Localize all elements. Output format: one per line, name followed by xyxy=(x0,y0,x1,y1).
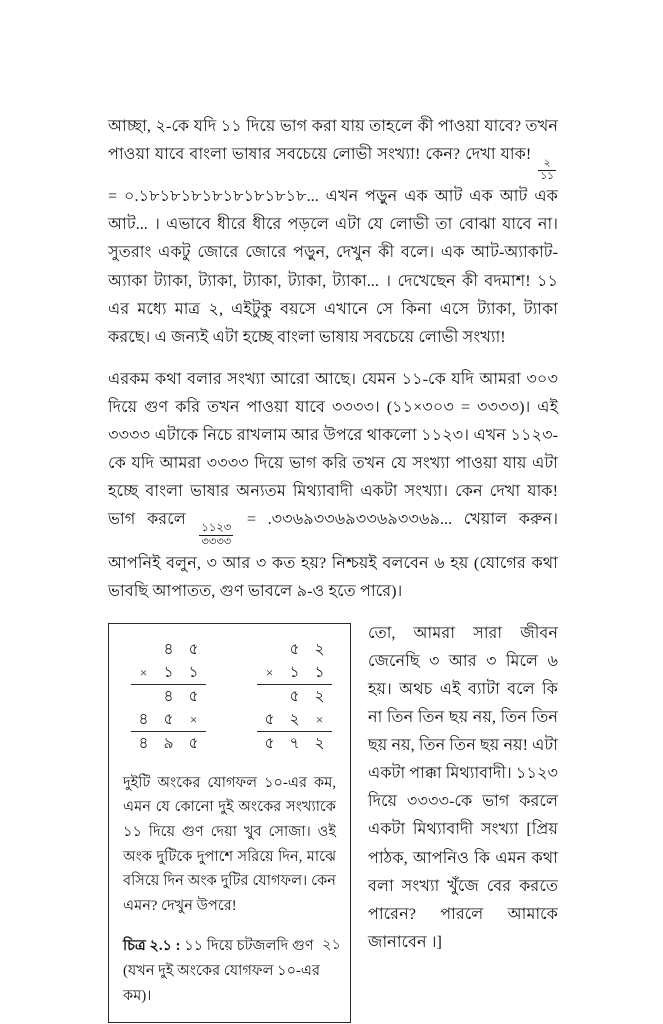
figure-caption-label: চিত্র ২.১ : xyxy=(123,938,181,955)
calculation-right-52-times-11 xyxy=(257,638,332,755)
calc-cell-empty xyxy=(131,684,156,708)
calc-digit: ১ xyxy=(156,661,181,685)
calc-right-body xyxy=(257,638,332,755)
calc-row xyxy=(131,638,206,661)
figure-2-1 xyxy=(108,623,351,1023)
calc-digit: ১ xyxy=(307,661,332,685)
calc-digit: ৪ xyxy=(163,687,174,705)
calc-row xyxy=(257,684,332,708)
calc-cell-empty xyxy=(257,638,282,661)
calc-digit: ৯ xyxy=(163,734,174,752)
calc-digit: ৪ xyxy=(131,708,156,732)
multiply-icon: × xyxy=(181,708,206,732)
multiply-icon: × xyxy=(307,708,332,732)
calc-row xyxy=(131,661,206,685)
calc-row xyxy=(257,661,332,685)
calc-digit: ৫ xyxy=(188,640,199,658)
fraction-denominator: ৩৩৩৩ xyxy=(201,535,232,548)
calc-digit: ৪ xyxy=(163,640,174,658)
multiplication-examples xyxy=(123,636,336,759)
page-content xyxy=(108,112,558,1024)
multiply-icon: × xyxy=(131,661,156,685)
calc-row xyxy=(131,708,206,732)
fraction-numerator: ২ xyxy=(538,159,556,171)
multiply-icon: × xyxy=(257,661,282,685)
calc-digit: ৫ xyxy=(188,734,199,752)
calc-digit: ২ xyxy=(314,734,325,752)
calc-row xyxy=(131,684,206,708)
calc-cell-empty xyxy=(131,638,156,661)
calc-digit: ২ xyxy=(314,687,325,705)
paragraph-one-part-two: = ০.১৮১৮১৮১৮১৮১৮১৮১৮... এখন পড়ুন এক আট এক আট এক আট... । এভাবে ধীরে ধীরে পড়লে এটা যে লোভী তা বোঝা যাবে না। সুতরাং একটু জোরে জোরে পড়ুন, দেখুন কী বলে। এক আট-অ্যাকাট-অ্যাকা ট্যাকা, ট্যাকা, ট্যাকা, ট্যাকা, ট্যাকা... । দেখেছেন কী বদমাশ! ১১ এর মধ্যে মাত্র ২, এইটুকু বয়সে এখানে সে কিনা এসে ট্যাকা, ট্যাকা করছে। এ জন্যই এটা হচ্ছে বাংলা ভাষায় সবচেয়ে লোভী সংখ্যা! xyxy=(108,187,558,346)
figure-note-text: দুইটি অংকের যোগফল ১০-এর কম, এমন যে কোনো দুই অংকের সংখ্যাকে ১১ দিয়ে গুণ দেয়া খুব সোজা। ওই অংক দুটিকে দুপাশে সরিয়ে দিন, মাঝে বসিয়ে দিন অংক দুটির যোগফল। কেন এমন? দেখুন উপরে! xyxy=(123,774,336,914)
calc-digit: ১ xyxy=(181,661,206,685)
calc-digit: ৪ xyxy=(138,734,149,752)
calc-digit: ৫ xyxy=(156,708,181,732)
calc-digit: ২ xyxy=(282,708,307,732)
calc-digit: ৫ xyxy=(264,734,275,752)
calc-digit: ৫ xyxy=(257,708,282,732)
calc-row xyxy=(257,731,332,755)
calculation-left-45-times-11 xyxy=(131,638,206,755)
fraction-1123-over-3333 xyxy=(199,523,233,548)
calc-row xyxy=(257,708,332,732)
calc-digit: ৭ xyxy=(289,734,300,752)
paragraph-one xyxy=(108,112,558,351)
paragraph-two-part-two: = .৩৩৬৯৩৩৬৯৩৩৬৯৩৩৬৯... খেয়াল করুন। আপনিই বলুন, ৩ আর ৩ কত হয়? নিশ্চয়ই বলবেন ৬ হয় (যোগের কথা ভাবছি আপাতত, গুণ ভাবলে ৯-ও হতে পারে)। xyxy=(108,510,558,600)
paragraph-two-part-one: এরকম কথা বলার সংখ্যা আরো আছে। যেমন ১১-কে যদি আমরা ৩০৩ দিয়ে গুণ করি তখন পাওয়া যাবে ৩৩৩৩। (১১×৩০৩ = ৩৩৩৩)। এই ৩৩৩৩ এটাকে নিচে রাখলাম আর উপরে থাকলো ১১২৩। এখন ১১২৩-কে যদি আমরা ৩৩৩৩ দিয়ে ভাগ করি তখন যে সংখ্যা পাওয়া যায় এটা হচ্ছে বাংলা ভাষার অন্যতম মিথ্যাবাদী একটা সংখ্যা। কেন দেখা যাক! ভাগ করলে xyxy=(108,369,558,529)
figure-caption-text: ১১ দিয়ে চটজলদি গুণ (যখন দুই অংকের যোগফল ১০-এর কম)। xyxy=(123,938,321,1004)
calc-row xyxy=(131,731,206,755)
calc-digit: ২ xyxy=(314,640,325,658)
fraction-numerator: ১১২৩ xyxy=(199,523,233,536)
calc-digit: ৫ xyxy=(289,640,300,658)
calc-digit: ৫ xyxy=(188,687,199,705)
paragraph-one-part-one: আচ্ছা, ২-কে যদি ১১ দিয়ে ভাগ করা যায় তাহলে কী পাওয়া যাবে? তখন পাওয়া যাবে বাংলা ভাষার সবচেয়ে লোভী সংখ্যা! কেন? দেখা যাক! xyxy=(108,117,558,164)
calc-cell-empty xyxy=(257,684,282,708)
calc-digit: ১ xyxy=(282,661,307,685)
page-number: ২১ xyxy=(322,937,341,953)
paragraph-two xyxy=(108,365,558,605)
fraction-two-elevenths xyxy=(538,159,556,182)
calc-digit: ৫ xyxy=(289,687,300,705)
paragraph-three: তো, আমরা সারা জীবন জেনেছি ৩ আর ৩ মিলে ৬ হয়। অথচ এই ব্যাটা বলে কি না তিন তিন ছয় নয়, তিন তিন ছয় নয়, তিন তিন ছয় নয়! এটা একটা পাক্কা মিথ্যাবাদী। ১১২৩ দিয়ে ৩৩৩৩-কে ভাগ করলে একটা মিথ্যাবাদী সংখ্যা [প্রিয় পাঠক, আপনিও কি এমন কথা বলা সংখ্যা খুঁজে বের করতে পারেন? পারলে আমাকে জানাবেন ।] xyxy=(368,623,558,951)
figure-and-wrap-section xyxy=(108,619,558,1024)
calc-row xyxy=(257,638,332,661)
calc-left-body xyxy=(131,638,206,755)
fraction-denominator: ১১ xyxy=(540,170,554,182)
